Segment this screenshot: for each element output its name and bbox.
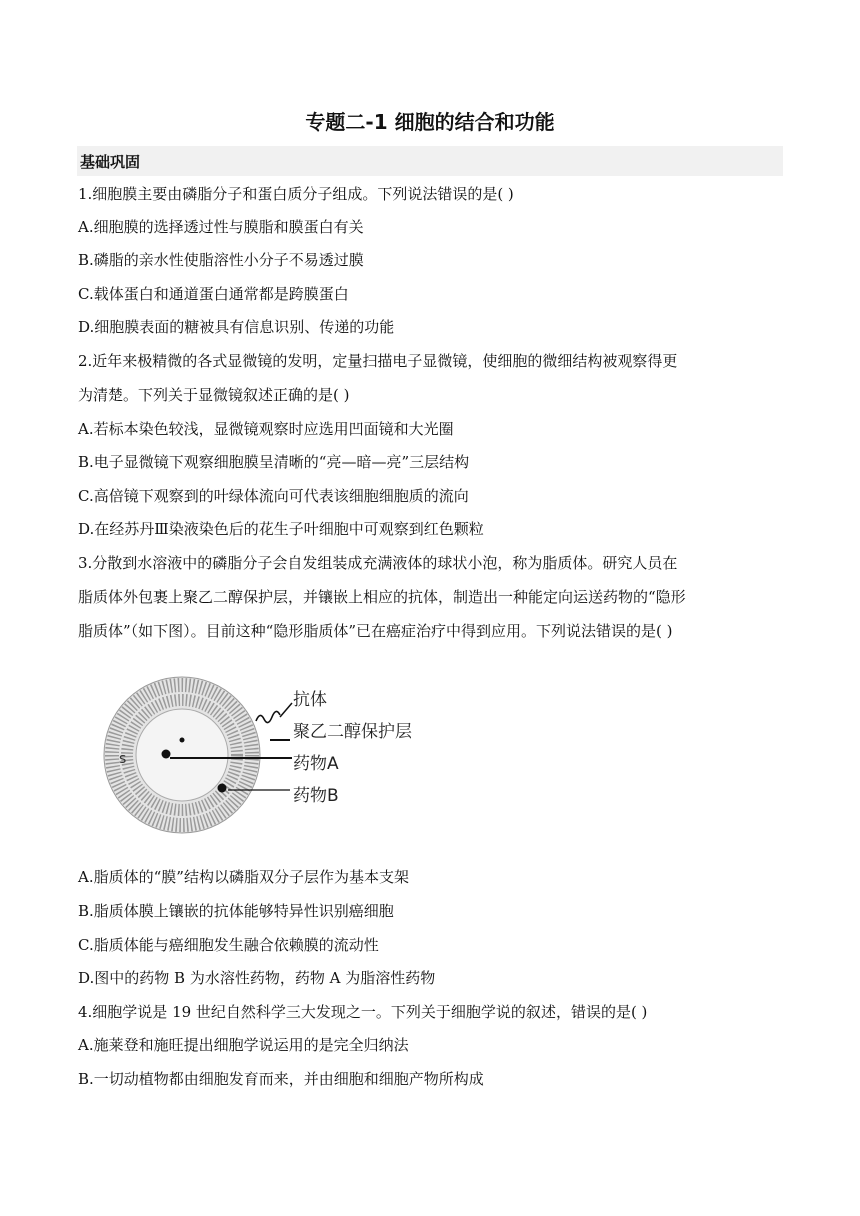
question-2-stem-line-2: 为清楚。下列关于显微镜叙述正确的是( ) <box>78 386 350 404</box>
page-title: 专题二-1 细胞的结合和功能 <box>305 110 555 134</box>
label-drug-b: 药物B <box>293 786 339 806</box>
liposome-figure <box>100 665 460 840</box>
question-2-option-c: C.高倍镜下观察到的叶绿体流向可代表该细胞细胞质的流向 <box>78 487 469 505</box>
question-3-stem-line-3: 脂质体”（如下图）。目前这种“隐形脂质体”已在癌症治疗中得到应用。下列说法错误的是( ) <box>78 622 673 640</box>
question-4-option-a: A.施莱登和施旺提出细胞学说运用的是完全归纳法 <box>78 1036 409 1054</box>
question-1-option-b: B.磷脂的亲水性使脂溶性小分子不易透过膜 <box>78 251 364 269</box>
question-1-stem: 1.细胞膜主要由磷脂分子和蛋白质分子组成。下列说法错误的是( ) <box>78 185 514 203</box>
drug-b-dot <box>218 784 227 793</box>
section-label: 基础巩固 <box>80 153 141 171</box>
label-peg-layer: 聚乙二醇保护层 <box>293 722 412 742</box>
question-4-option-b: B.一切动植物都由细胞发育而来，并由细胞和细胞产物所构成 <box>78 1070 484 1088</box>
antibody-icon <box>256 711 280 722</box>
question-3-stem-line-2: 脂质体外包裹上聚乙二醇保护层，并镶嵌上相应的抗体，制造出一种能定向运送药物的“隐形 <box>78 588 686 606</box>
drug-a-dot <box>162 750 171 759</box>
question-4-stem: 4.细胞学说是 19 世纪自然科学三大发现之一。下列关于细胞学说的叙述，错误的是( ) <box>78 1003 648 1021</box>
question-2-option-d: D.在经苏丹Ⅲ染液染色后的花生子叶细胞中可观察到红色颗粒 <box>78 520 484 538</box>
question-1-option-d: D.细胞膜表面的糖被具有信息识别、传递的功能 <box>78 318 395 336</box>
svg-text:s: s <box>119 751 127 767</box>
question-3-option-d: D.图中的药物 B 为水溶性药物，药物 A 为脂溶性药物 <box>78 969 436 987</box>
liposome-diagram <box>100 665 460 840</box>
question-3-stem-line-1: 3.分散到水溶液中的磷脂分子会自发组装成充满液体的球状小泡，称为脂质体。研究人员在 <box>78 554 678 572</box>
question-1-option-c: C.载体蛋白和通道蛋白通常都是跨膜蛋白 <box>78 285 349 303</box>
question-2-stem-line-1: 2.近年来极精微的各式显微镜的发明，定量扫描电子显微镜，使细胞的微细结构被观察得更 <box>78 352 678 370</box>
question-3-option-b: B.脂质体膜上镶嵌的抗体能够特异性识别癌细胞 <box>78 902 394 920</box>
question-3-option-c: C.脂质体能与癌细胞发生融合依赖膜的流动性 <box>78 936 379 954</box>
question-2-option-a: A.若标本染色较浅，显微镜观察时应选用凹面镜和大光圈 <box>78 420 454 438</box>
label-antibody: 抗体 <box>293 690 327 710</box>
question-3-option-a: A.脂质体的“膜”结构以磷脂双分子层作为基本支架 <box>78 868 409 886</box>
question-1-option-a: A.细胞膜的选择透过性与膜脂和膜蛋白有关 <box>78 218 364 236</box>
label-drug-a: 药物A <box>293 754 339 774</box>
section-header <box>77 146 783 176</box>
question-2-option-b: B.电子显微镜下观察细胞膜呈清晰的“亮—暗—亮”三层结构 <box>78 453 470 471</box>
